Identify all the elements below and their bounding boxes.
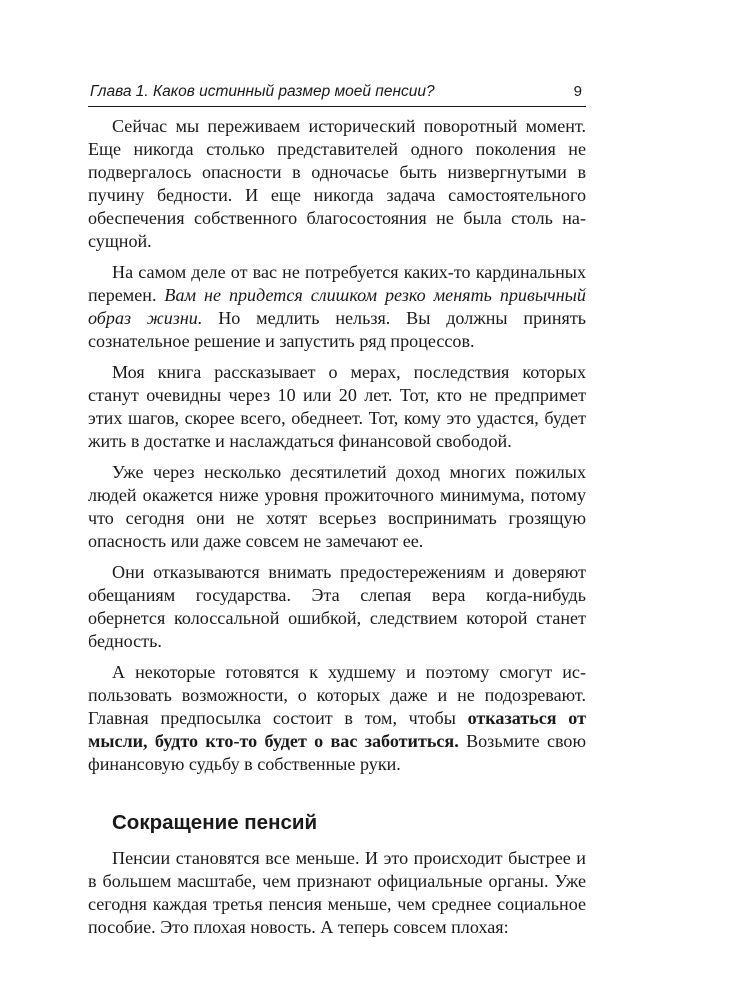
paragraph-6-text-after: Возьмите свою финансовую судьбу в собственные руки. (88, 731, 586, 774)
paragraph-2-italic: Вам не придется слишком резко менять привычный образ жизни. (88, 285, 586, 328)
chapter-title: Глава 1. Каков истинный размер моей пенсии? (90, 83, 435, 100)
page-number: 9 (573, 83, 582, 100)
running-header (88, 82, 586, 107)
paragraph-4 (88, 461, 586, 553)
paragraph-1 (88, 115, 586, 253)
section-paragraph-1-text: Пенсии становятся все меньше. И это происходит быстрее и в большем масштабе, чем признают официальные органы. Уже сегодня каждая третья пенсия меньше, чем среднее социальное пособие. Это плохая новость. А теперь совсем плохая: (88, 848, 586, 937)
paragraph-5-text: Они отказываются внимать предостережениям и доверяют обещаниям государства. Эта слепая вера когда-нибудь обернется колоссальной ошибкой, следствием которой станет бедность. (88, 562, 586, 651)
paragraph-3-text: Моя книга рассказывает о мерах, последствия которых станут очевидны через 10 или 20 лет. Тот, кто не предпримет этих шагов, скорее всего, обеднеет. Тот, кому это удастся, будет жить в достатке и наслаждаться финансовой свободой. (88, 362, 586, 451)
paragraph-2-text-after: Но медлить нельзя. Вы должны принять сознательное решение и запустить ряд процессов. (88, 308, 587, 351)
paragraph-5 (88, 561, 586, 653)
body-text (88, 115, 586, 939)
paragraph-3 (88, 361, 586, 453)
paragraph-6-text-before: А некоторые готовятся к худшему и поэтому смогут использовать возможности, о которых даже и не подозревают. Главная предпосылка состоит в том, чтобы (88, 662, 586, 728)
book-page (88, 82, 586, 947)
section-heading: Сокращение пенсий (112, 811, 318, 834)
paragraph-6-bold: отказаться от мысли, будто кто-то будет о вас заботиться. (88, 708, 586, 751)
paragraph-2-text-before: На самом деле от вас не потребуется каких-то кардинальных перемен. (88, 262, 586, 305)
paragraph-2 (88, 261, 586, 353)
paragraph-6 (88, 661, 586, 776)
paragraph-1-text: Сейчас мы переживаем исторический поворотный момент. Еще никогда столько представителей одного поколения не подвергалось опасности в одночасье быть низвергнутыми в пучину бедности. И еще никогда задача самостоятельного обеспечения собственного благосостояния не была столь насущной. (88, 116, 586, 251)
section-paragraph-1 (88, 847, 586, 939)
paragraph-4-text: Уже через несколько десятилетий доход многих пожилых людей окажется ниже уровня прожиточного минимума, потому что сегодня они не хотят всерьез воспринимать грозящую опасность или даже совсем не замечают ее. (88, 462, 586, 551)
